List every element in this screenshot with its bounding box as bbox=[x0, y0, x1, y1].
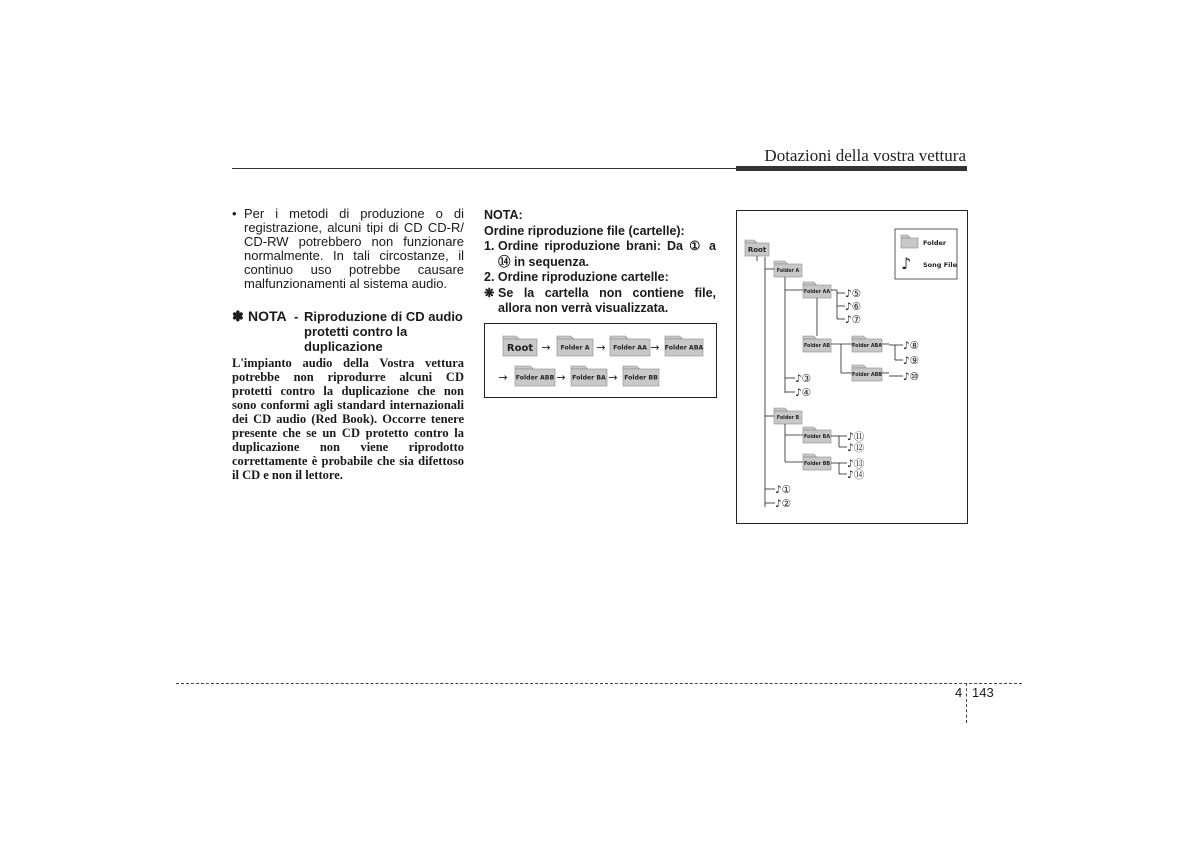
tree-song-5: ♪⑤ bbox=[845, 288, 862, 300]
tree-song-7: ♪⑦ bbox=[845, 314, 862, 326]
legend-folder-label: Folder bbox=[923, 239, 947, 247]
tree-folder-aba-tab bbox=[852, 336, 866, 339]
chapter-number: 4 bbox=[955, 685, 963, 700]
tree-folder-aba-label: Folder ABA bbox=[852, 344, 882, 350]
seq-arrow-5: → bbox=[556, 371, 566, 384]
tree-folder-ab-label: Folder AB bbox=[803, 344, 831, 350]
tree-song-4: ♪④ bbox=[795, 387, 812, 399]
tree-folder-a-label: Folder A bbox=[776, 269, 800, 275]
seq-folder-aa-tab bbox=[610, 336, 628, 339]
tree-folder-root-tab bbox=[745, 240, 757, 243]
seq-folder-abb-tab bbox=[515, 366, 533, 369]
tree-folder-aa-label: Folder AA bbox=[803, 290, 831, 296]
seq-folder-bb-label: Folder BB bbox=[624, 374, 658, 382]
tree-folder-a-tab bbox=[774, 261, 788, 264]
folder-sequence-diagram bbox=[484, 323, 717, 398]
folder-tree-diagram bbox=[736, 210, 968, 524]
tree-folder-ab-tab bbox=[803, 336, 817, 339]
tree-folder-ba-tab bbox=[803, 427, 817, 430]
nota-subtitle bbox=[294, 309, 474, 354]
header-rule bbox=[232, 168, 736, 169]
note-item-1-num: 1. bbox=[484, 239, 495, 253]
page-number: 143 bbox=[972, 685, 994, 700]
note-item-3-mark: ❋ bbox=[484, 285, 495, 300]
tree-song-13: ♪⑬ bbox=[847, 458, 865, 470]
tree-folder-b-tab bbox=[774, 408, 788, 411]
seq-folder-aa-label: Folder AA bbox=[613, 344, 647, 352]
tree-folder-root-label: Root bbox=[747, 245, 767, 254]
seq-arrow-6: → bbox=[608, 371, 618, 384]
seq-folder-aba-tab bbox=[665, 336, 682, 339]
seq-folder-aba-label: Folder ABA bbox=[664, 344, 704, 352]
footer-divider bbox=[966, 683, 967, 723]
seq-arrow-3: → bbox=[650, 341, 660, 354]
tree-song-14: ♪⑭ bbox=[847, 469, 865, 481]
seq-folder-ba-tab bbox=[571, 366, 588, 369]
tree-song-3: ♪③ bbox=[795, 373, 812, 385]
footer-rule bbox=[176, 683, 1022, 684]
note-label: NOTA: bbox=[484, 208, 523, 222]
note-item-1 bbox=[484, 239, 716, 270]
sequence-svg bbox=[485, 324, 716, 397]
seq-arrow-2: → bbox=[596, 341, 606, 354]
tree-folder-b-label: Folder B bbox=[776, 416, 800, 422]
bullet-dot: • bbox=[232, 206, 237, 221]
legend-folder-icon-body bbox=[901, 238, 918, 248]
tree-folder-abb-label: Folder ABB bbox=[852, 373, 882, 379]
tree-folder-bb-tab bbox=[803, 454, 817, 457]
tree-song-11: ♪⑪ bbox=[847, 431, 865, 443]
seq-arrow-4: → bbox=[498, 371, 508, 384]
header-rule-accent bbox=[736, 166, 967, 171]
tree-svg bbox=[737, 211, 967, 523]
legend-song-label: Song File bbox=[923, 261, 957, 269]
bullet-paragraph bbox=[232, 207, 464, 291]
note-item-3 bbox=[484, 286, 716, 317]
note-item-2: 2. Ordine riproduzione cartelle: bbox=[484, 270, 669, 284]
nota-body: L'impianto audio della Vostra vettura potrebbe non riprodurre alcuni CD protetti contro la duplicazione che non sono conformi agli standard internazionali dei CD audio (Red Book). Occorre tenere presente che se un CD protetto contro la duplicazione non viene riprodotto correttamente è probabile che sia difettoso il CD e non il lettore. bbox=[232, 356, 464, 482]
note-heading: Ordine riproduzione file (cartelle): bbox=[484, 223, 685, 238]
tree-song-8: ♪⑧ bbox=[903, 340, 920, 352]
page-header-title: Dotazioni della vostra vettura bbox=[764, 146, 966, 165]
seq-folder-bb-tab bbox=[623, 366, 640, 369]
seq-arrow-1: → bbox=[541, 341, 551, 354]
seq-root-label: Root bbox=[506, 343, 534, 354]
nota-title: Riproduzione di CD audio protetti contro la duplicazione bbox=[304, 309, 463, 354]
tree-song-9: ♪⑨ bbox=[903, 355, 920, 367]
tree-song-6: ♪⑥ bbox=[845, 301, 862, 313]
tree-song-12: ♪⑫ bbox=[847, 442, 865, 454]
note-item-1-text: Ordine riproduzione brani: Da ① a ⑭ in sequenza. bbox=[498, 239, 716, 269]
seq-folder-a-tab bbox=[557, 336, 574, 339]
nota-star-icon: ✽ bbox=[232, 308, 244, 324]
seq-folder-abb-label: Folder ABB bbox=[515, 374, 555, 382]
tree-song-2: ♪② bbox=[775, 498, 792, 510]
legend-music-note-icon: ♪ bbox=[901, 254, 912, 273]
tree-folder-aa-tab bbox=[803, 282, 817, 285]
nota-dash: - bbox=[294, 309, 299, 324]
note-item-3-text: Se la cartella non contiene file, allora non verrà visualizzata. bbox=[498, 285, 716, 315]
seq-folder-a-label: Folder A bbox=[560, 344, 590, 352]
tree-song-10: ♪⑩ bbox=[903, 371, 920, 383]
tree-song-1: ♪① bbox=[775, 484, 792, 496]
tree-folder-abb-tab bbox=[852, 365, 866, 368]
tree-folder-bb-label: Folder BB bbox=[803, 462, 831, 468]
bullet-text: Per i metodi di produzione o di registrazione, alcuni tipi di CD CD-R/ CD-RW potrebbero non funzionare normalmente. In tali circostanze, il continuo uso potrebbe causare malfunzionamenti al sistema audio. bbox=[244, 206, 464, 291]
playback-note bbox=[484, 208, 716, 317]
tree-folder-ba-label: Folder BA bbox=[803, 435, 831, 441]
seq-root-tab bbox=[503, 336, 519, 339]
seq-folder-ba-label: Folder BA bbox=[572, 374, 606, 382]
nota-label: NOTA bbox=[248, 308, 287, 324]
